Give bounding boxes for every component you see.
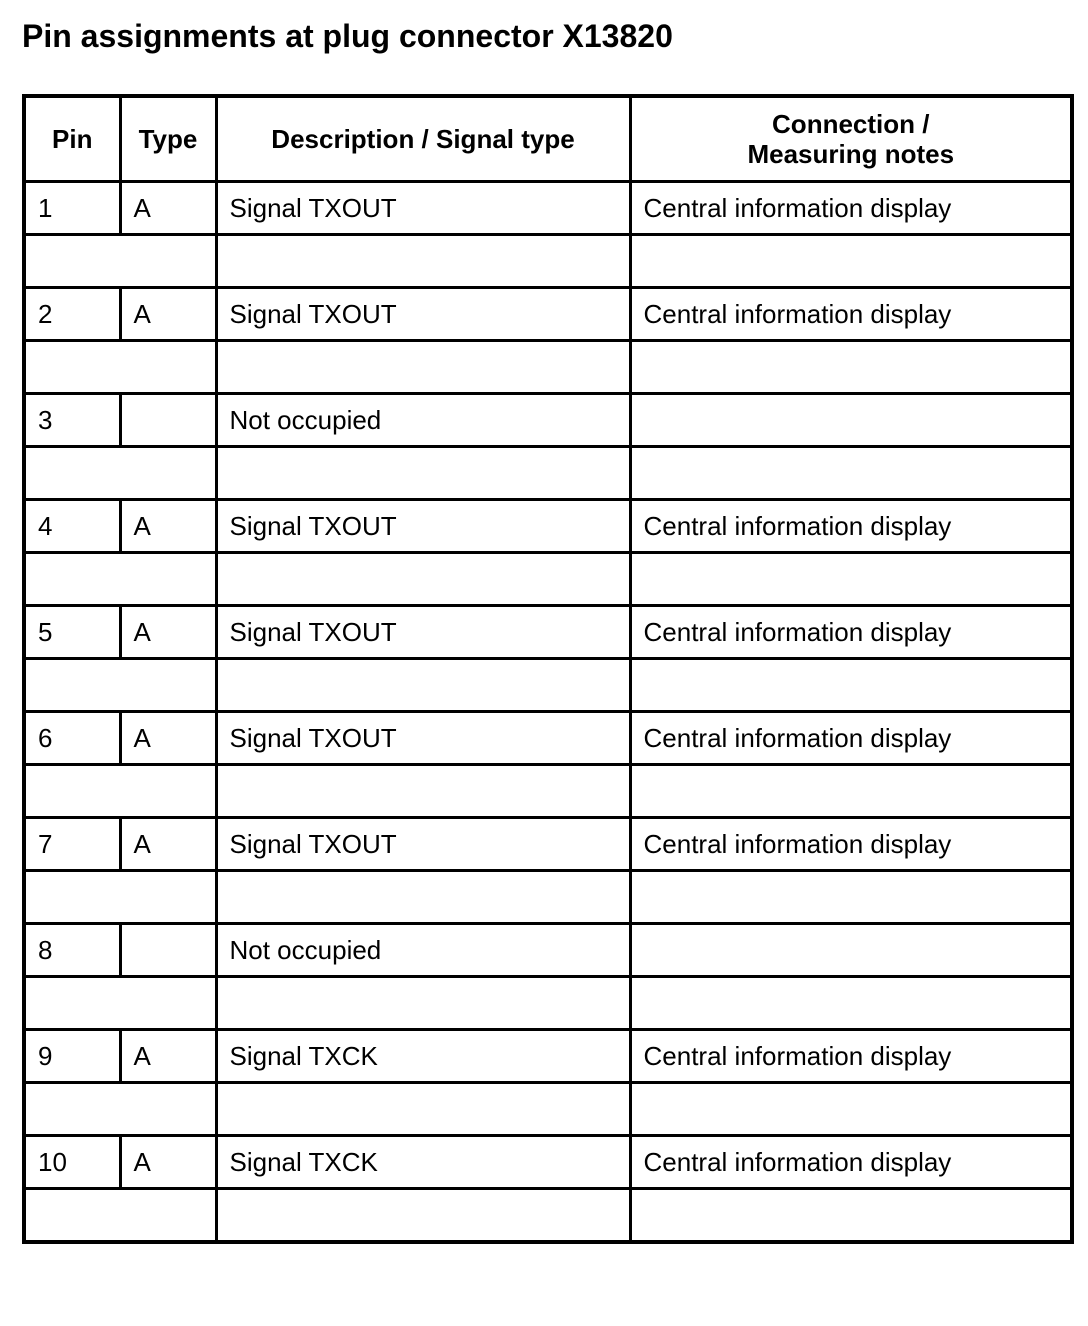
description-cell: Signal TXOUT: [216, 182, 630, 235]
connection-cell: Central information display: [630, 606, 1072, 659]
spacer-cell: [630, 1189, 1072, 1243]
column-header-connection-line2: Measuring notes: [747, 139, 955, 169]
spacer-cell: [24, 341, 216, 394]
pin-cell: 10: [24, 1136, 120, 1189]
table-row: [24, 606, 1072, 659]
spacer-cell: [630, 553, 1072, 606]
spacer-cell: [24, 1189, 216, 1243]
spacer-cell: [24, 235, 216, 288]
spacer-cell: [630, 447, 1072, 500]
pin-cell: 7: [24, 818, 120, 871]
spacer-cell: [24, 553, 216, 606]
type-cell: A: [120, 606, 216, 659]
column-header-description: Description / Signal type: [216, 96, 630, 182]
spacer-cell: [630, 765, 1072, 818]
description-cell: Signal TXCK: [216, 1030, 630, 1083]
pin-cell: 3: [24, 394, 120, 447]
spacer-cell: [216, 871, 630, 924]
pin-cell: 4: [24, 500, 120, 553]
spacer-cell: [24, 871, 216, 924]
table-header-row: [24, 96, 1072, 182]
spacer-cell: [24, 659, 216, 712]
table-row: [24, 500, 1072, 553]
column-header-type: Type: [120, 96, 216, 182]
connection-cell: Central information display: [630, 1136, 1072, 1189]
description-cell: Signal TXCK: [216, 1136, 630, 1189]
type-cell: A: [120, 1030, 216, 1083]
connection-cell: Central information display: [630, 712, 1072, 765]
spacer-cell: [216, 977, 630, 1030]
pin-cell: 6: [24, 712, 120, 765]
table-spacer-row: [24, 447, 1072, 500]
pin-assignment-table: [22, 94, 1074, 1244]
table-spacer-row: [24, 977, 1072, 1030]
table-spacer-row: [24, 1083, 1072, 1136]
table-row: [24, 818, 1072, 871]
table-row: [24, 288, 1072, 341]
type-cell: A: [120, 1136, 216, 1189]
description-cell: Signal TXOUT: [216, 712, 630, 765]
table-spacer-row: [24, 1189, 1072, 1243]
pin-cell: 2: [24, 288, 120, 341]
spacer-cell: [216, 341, 630, 394]
table-spacer-row: [24, 871, 1072, 924]
table-spacer-row: [24, 341, 1072, 394]
spacer-cell: [216, 235, 630, 288]
spacer-cell: [630, 341, 1072, 394]
type-cell: A: [120, 182, 216, 235]
type-cell: A: [120, 288, 216, 341]
connection-cell: Central information display: [630, 1030, 1072, 1083]
pin-cell: 8: [24, 924, 120, 977]
type-cell: [120, 394, 216, 447]
table-row: [24, 1030, 1072, 1083]
description-cell: Signal TXOUT: [216, 818, 630, 871]
connection-cell: Central information display: [630, 500, 1072, 553]
spacer-cell: [630, 1083, 1072, 1136]
spacer-cell: [216, 1189, 630, 1243]
spacer-cell: [630, 659, 1072, 712]
table-row: [24, 924, 1072, 977]
description-cell: Signal TXOUT: [216, 500, 630, 553]
spacer-cell: [216, 553, 630, 606]
table-row: [24, 394, 1072, 447]
description-cell: Signal TXOUT: [216, 288, 630, 341]
pin-cell: 9: [24, 1030, 120, 1083]
description-cell: Signal TXOUT: [216, 606, 630, 659]
spacer-cell: [630, 235, 1072, 288]
table-spacer-row: [24, 553, 1072, 606]
connection-cell: Central information display: [630, 818, 1072, 871]
connection-cell: [630, 924, 1072, 977]
table-spacer-row: [24, 235, 1072, 288]
pin-cell: 5: [24, 606, 120, 659]
spacer-cell: [630, 871, 1072, 924]
column-header-pin: Pin: [24, 96, 120, 182]
spacer-cell: [216, 1083, 630, 1136]
spacer-cell: [216, 659, 630, 712]
column-header-connection: [630, 96, 1072, 182]
table-row: [24, 1136, 1072, 1189]
connection-cell: Central information display: [630, 182, 1072, 235]
spacer-cell: [24, 765, 216, 818]
description-cell: Not occupied: [216, 394, 630, 447]
type-cell: A: [120, 712, 216, 765]
table-spacer-row: [24, 659, 1072, 712]
spacer-cell: [24, 977, 216, 1030]
spacer-cell: [216, 765, 630, 818]
spacer-cell: [630, 977, 1072, 1030]
type-cell: [120, 924, 216, 977]
table-row: [24, 712, 1072, 765]
type-cell: A: [120, 500, 216, 553]
description-cell: Not occupied: [216, 924, 630, 977]
table-body: [24, 182, 1072, 1243]
page-title: Pin assignments at plug connector X13820: [22, 18, 673, 54]
table-row: [24, 182, 1072, 235]
type-cell: A: [120, 818, 216, 871]
table-spacer-row: [24, 765, 1072, 818]
connection-cell: Central information display: [630, 288, 1072, 341]
spacer-cell: [24, 447, 216, 500]
column-header-connection-line1: Connection /: [772, 109, 930, 139]
spacer-cell: [24, 1083, 216, 1136]
spacer-cell: [216, 447, 630, 500]
connection-cell: [630, 394, 1072, 447]
pin-cell: 1: [24, 182, 120, 235]
